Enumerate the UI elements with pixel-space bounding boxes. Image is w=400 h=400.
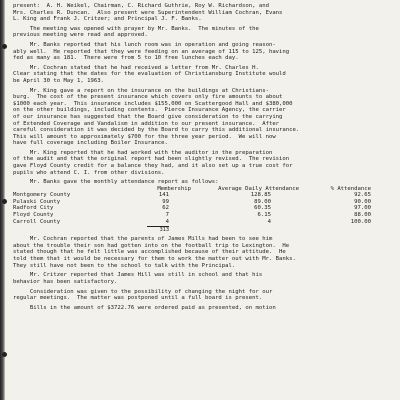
- county-cell: Carroll County: [13, 218, 61, 225]
- paragraph-mills: [13, 236, 390, 269]
- table-row: [13, 219, 390, 226]
- membership-total: 313: [159, 226, 169, 233]
- text-line: Mrs. Charles R. Duncan. Also present were Superintendent William Cochran, Evans: [13, 9, 283, 16]
- punch-hole: [2, 44, 7, 49]
- text-line: be April 30 to May 1, 1963.: [13, 78, 104, 85]
- membership-cell: 99: [162, 198, 169, 205]
- membership-cell: 62: [162, 205, 169, 212]
- text-line: Mr. Cochran reported that the parents of James Mills had been to see him: [13, 236, 273, 243]
- membership-cell: 7: [165, 211, 169, 218]
- text-line: regular meetings. The matter was postponed until a full board is present.: [13, 295, 263, 302]
- text-line: of our insurance has suggested that the Board give consideration to the carrying: [13, 113, 283, 120]
- paragraph-evaluation: [13, 65, 390, 85]
- text-line: $1000 each year. This insurance includes $155,000 on Scattergood Hall and $380,000: [13, 100, 293, 107]
- text-line: ably well. He reported that they were feeding on an average of 115 to 125, having: [13, 48, 290, 55]
- text-line: Bills in the amount of $3722.76 were ordered paid as presented, on motion: [13, 304, 276, 311]
- paragraph-bills: [13, 305, 390, 312]
- text-line: L. King and Frank J. Critzer; and Principal J. F. Banks.: [13, 16, 202, 23]
- avg-attendance-cell: 128.85: [250, 192, 271, 199]
- paragraph-audit: [13, 150, 390, 176]
- text-line: This will amount to approximately $700 for the three year period. We will now: [13, 133, 276, 140]
- total-spacer: [13, 227, 133, 234]
- text-line: have full coverage including Boiler Insurance.: [13, 140, 168, 147]
- text-line: Mr. Banks reported that his lunch room was in operation and going reason-: [13, 42, 276, 49]
- text-line: previous meeting were read and approved.: [13, 32, 148, 39]
- column-header-avg-attendance: Average Daily Attendance: [218, 185, 299, 192]
- text-line: stated though that he felt little was accomplished because of their attitude. He: [13, 249, 286, 256]
- text-line: present: A. H. Weikel, Chairman, C. Richard Guthrie, Roy W. Richardson, and: [13, 3, 269, 9]
- county-cell: Pulaski County: [13, 198, 61, 205]
- text-line: about the trouble their son had gotten into on the football trip to Lexington. He: [13, 242, 290, 249]
- text-line: Mr. King reported that he had worked with the auditor in the preparation: [13, 149, 273, 156]
- avg-attendance-cell: 60.35: [254, 205, 271, 212]
- table-total-row: [13, 227, 390, 234]
- pct-attendance-cell: 97.00: [354, 205, 371, 212]
- membership-cell: 4: [165, 218, 169, 225]
- text-line: Mr. Critzer reported that James Hill was still in school and that his: [13, 272, 263, 279]
- text-line: They still have not been to the school to talk with the Principal.: [13, 262, 236, 269]
- text-line: fed as many as 181. There were from 5 to 10 free lunches each day.: [13, 55, 239, 62]
- pct-attendance-cell: 88.00: [354, 211, 371, 218]
- paragraph-hill: [13, 272, 390, 285]
- text-line: Clear stating that the dates for the evaluation of Christiansburg Institute would: [13, 71, 286, 78]
- paragraph-lunch-room: [13, 42, 390, 62]
- pct-attendance-cell: 100.00: [350, 218, 371, 225]
- text-line: Mr. Cochran stated that he had received a letter from Mr. Charles H.: [13, 64, 259, 71]
- county-cell: Montgomery County: [13, 192, 71, 199]
- text-line: pupils who attend C. I. from other divisions.: [13, 169, 165, 176]
- text-line: behavior has been satisfactory.: [13, 278, 118, 285]
- text-line: The meeting was opened with prayer by Mr. Banks. The minutes of the: [13, 25, 259, 32]
- text-line: burg. The cost of the present insurance which covers only fire amounts to about: [13, 94, 283, 101]
- column-header-membership: Membership: [157, 185, 191, 192]
- text-line: careful consideration it was decided by the Board to carry this additional insurance.: [13, 127, 300, 134]
- avg-attendance-cell: 6.15: [257, 211, 271, 218]
- text-line: told them that it would be necessary for them to work the matter out with Mr. Banks.: [13, 255, 296, 262]
- text-line: of the audit and that the original report had been slightly revised. The revision: [13, 156, 290, 163]
- membership-cell: 141: [158, 192, 169, 199]
- paragraph-meeting-night: [13, 289, 390, 302]
- pct-attendance-cell: 92.65: [354, 192, 371, 199]
- text-line: Consideration was given to the possibility of changing the night for our: [13, 288, 273, 295]
- punch-hole: [2, 352, 7, 357]
- avg-attendance-cell: 89.00: [254, 198, 271, 205]
- column-header-pct-attendance: % Attendance: [330, 185, 371, 192]
- table-intro: Mr. Banks gave the monthly attendance report as follows:: [13, 179, 219, 186]
- county-cell: Floyd County: [13, 211, 54, 218]
- text-line: of Extended Coverage and Vandalism in addition to our present insurance. After: [13, 120, 280, 127]
- text-line: on the other buildings, including contents. Pierce Insurance Agency, the carrier: [13, 107, 286, 114]
- avg-attendance-cell: 4: [267, 218, 271, 225]
- paragraph-insurance: [13, 88, 390, 147]
- text-line: gave Floyd County credit for a balance they had, and it also set up a true cost for: [13, 162, 293, 169]
- attendance-report: [13, 179, 390, 233]
- attendees-block: [13, 3, 390, 23]
- text-line: Mr. King gave a report on the insurance on the buildings at Christians-: [13, 87, 269, 94]
- pct-attendance-cell: 90.00: [354, 198, 371, 205]
- paragraph-opening: [13, 26, 390, 39]
- county-cell: Radford City: [13, 205, 54, 212]
- punch-hole: [2, 199, 7, 204]
